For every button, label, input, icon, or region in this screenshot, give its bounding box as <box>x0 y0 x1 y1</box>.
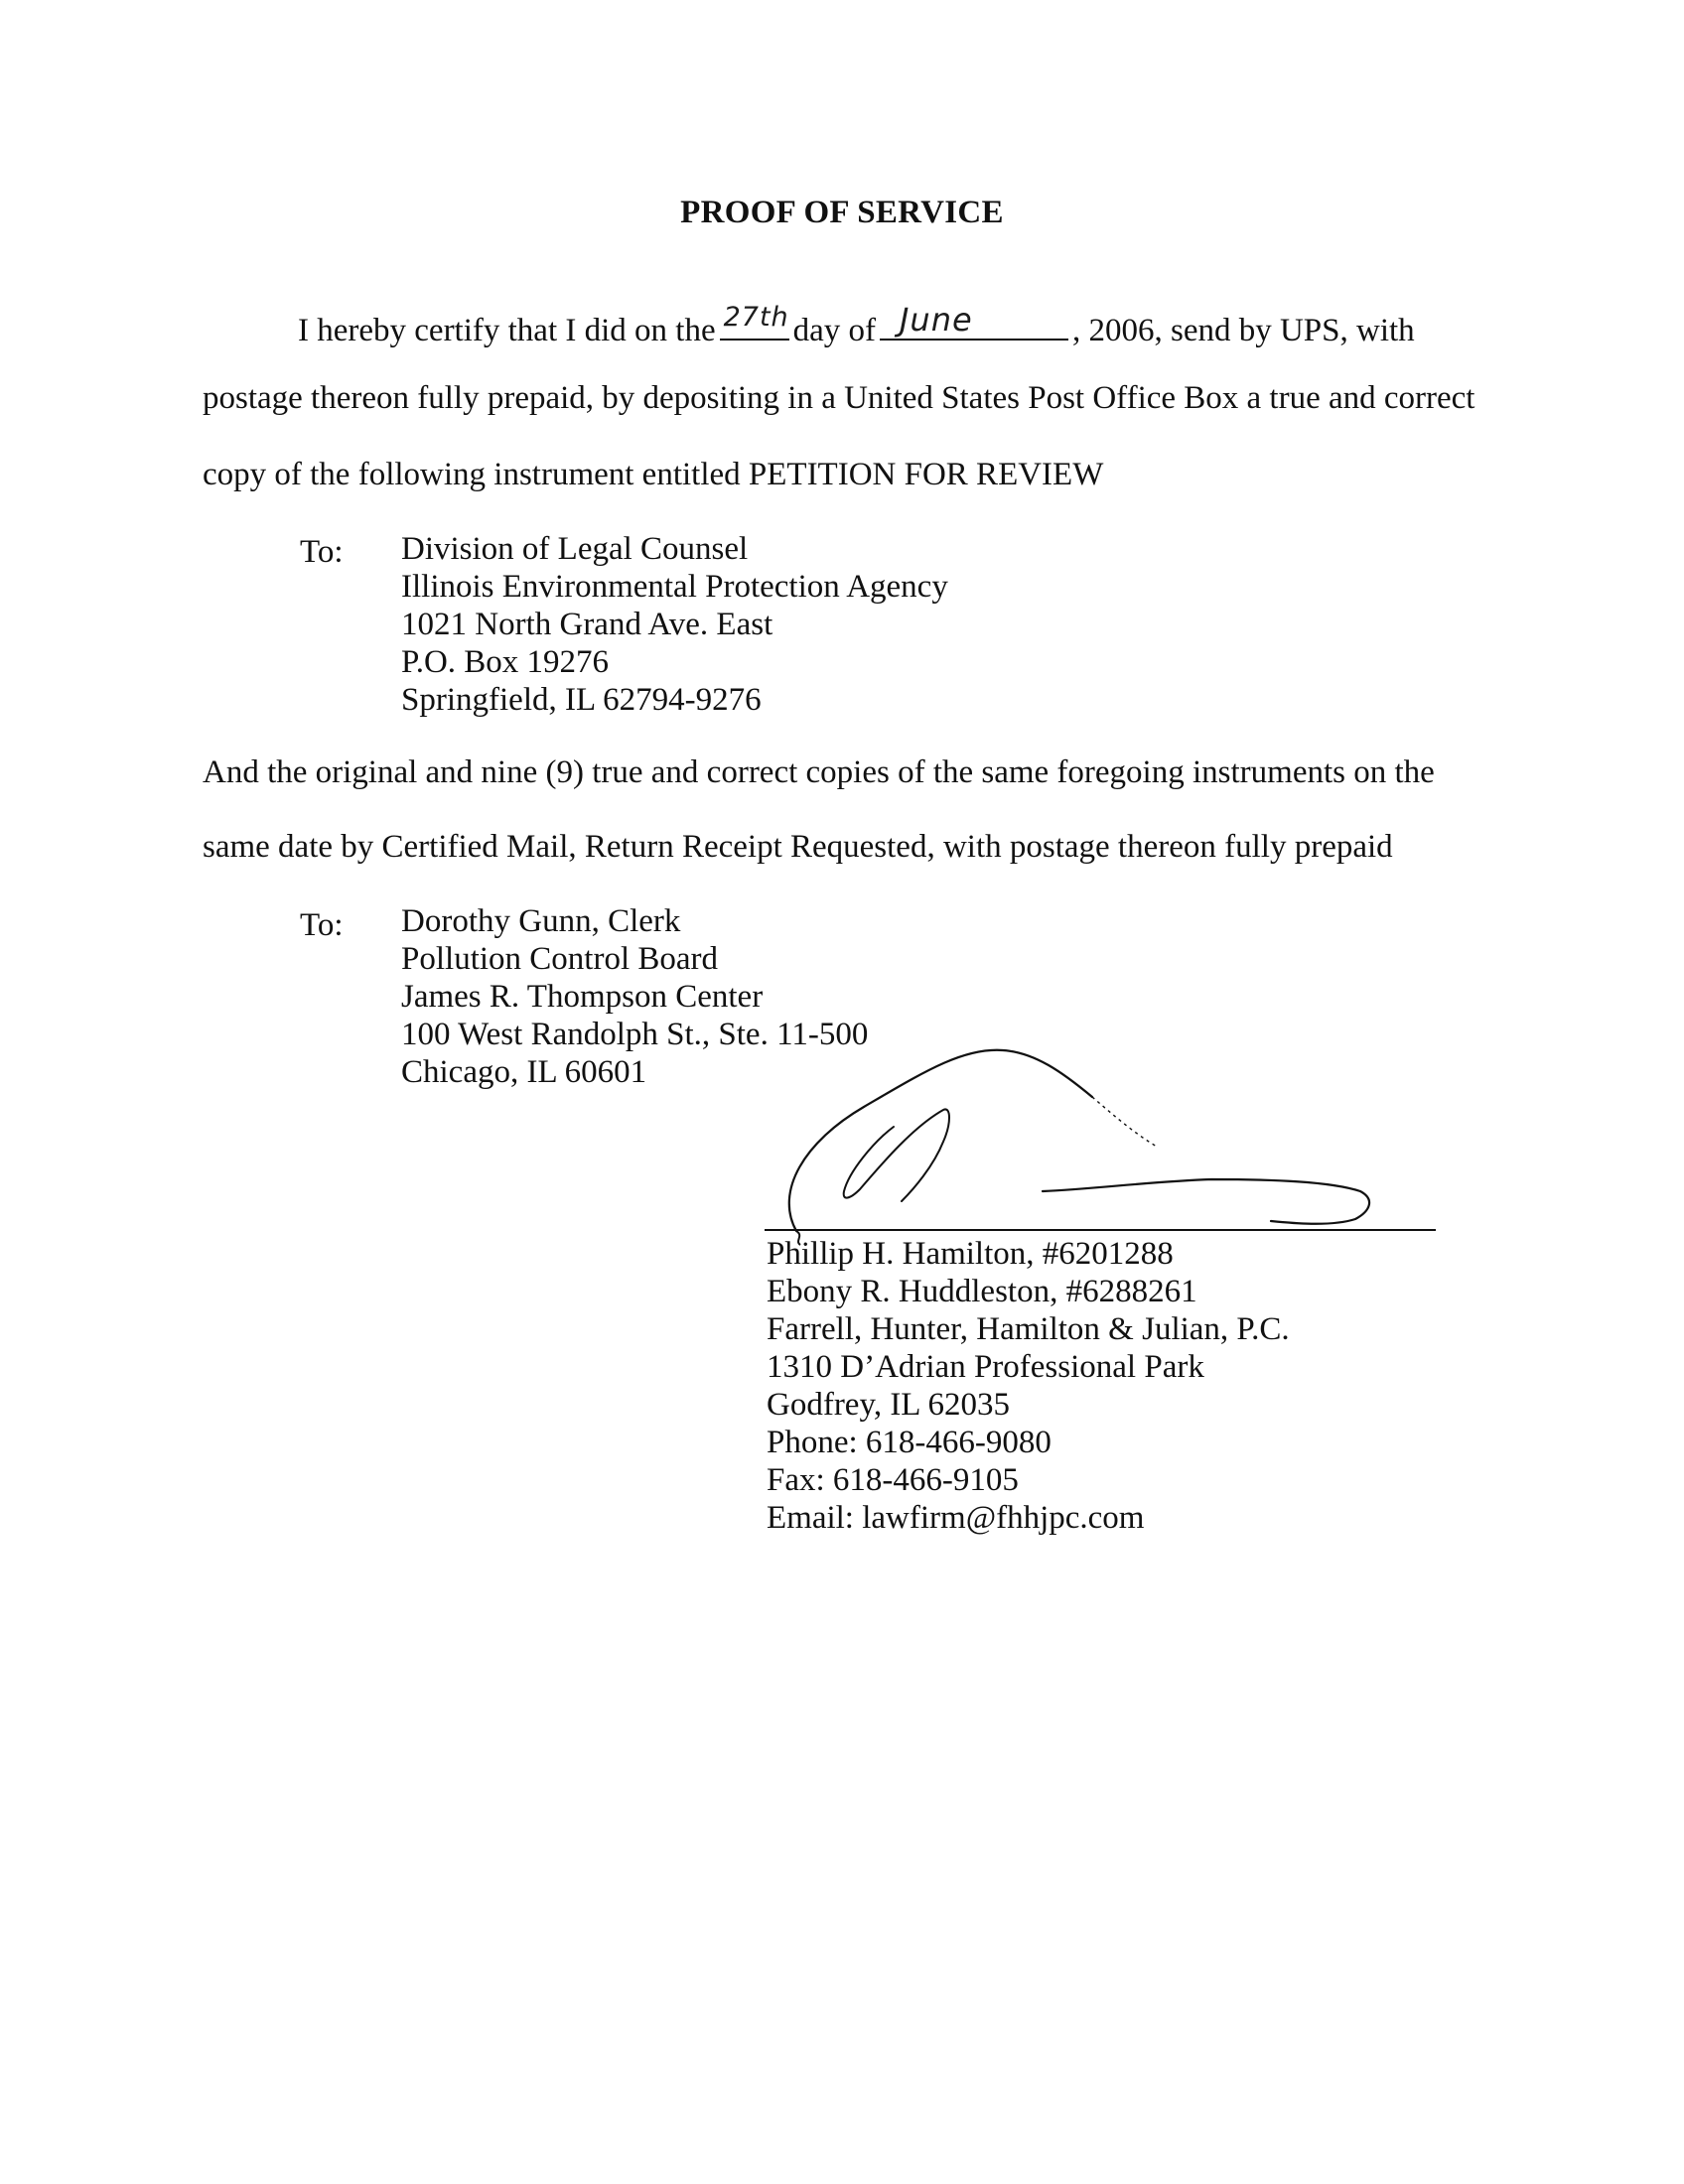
handwritten-signature <box>774 1032 1410 1251</box>
signature-line <box>765 1229 1436 1231</box>
certify-mid: day of <box>792 313 876 348</box>
document-title: PROOF OF SERVICE <box>680 195 1004 230</box>
signature-block <box>767 1235 1290 1537</box>
recipient-1-address <box>401 530 948 719</box>
address-line: Dorothy Gunn, Clerk <box>401 903 681 939</box>
firm-email: Email: lawfirm@fhhjpc.com <box>767 1500 1145 1536</box>
certification-line-3: copy of the following instrument entitled PETITION FOR REVIEW <box>203 457 1104 492</box>
recipient-2-to-label: To: <box>300 907 344 943</box>
certification-line-2: postage thereon fully prepaid, by depositing in a United States Post Office Box a true and correct <box>203 380 1475 416</box>
certification-line-1 <box>298 301 1415 350</box>
recipient-1-to-label: To: <box>300 534 344 570</box>
month-blank <box>880 301 1068 341</box>
firm-address-line: Godfrey, IL 62035 <box>767 1387 1010 1423</box>
firm-address-line: 1310 D’Adrian Professional Park <box>767 1349 1204 1385</box>
certify-suffix: , 2006, send by UPS, with <box>1071 313 1415 348</box>
firm-phone: Phone: 618-466-9080 <box>767 1425 1052 1460</box>
firm-name: Farrell, Hunter, Hamilton & Julian, P.C. <box>767 1311 1290 1347</box>
day-blank <box>720 301 789 341</box>
address-line: James R. Thompson Center <box>401 979 764 1015</box>
certify-prefix: I hereby certify that I did on the <box>298 313 716 348</box>
handwritten-month: June <box>899 301 973 340</box>
address-line: 100 West Randolph St., Ste. 11-500 <box>401 1017 869 1052</box>
handwritten-day: 27th <box>723 301 789 333</box>
address-line: P.O. Box 19276 <box>401 644 610 680</box>
address-line: Illinois Environmental Protection Agency <box>401 569 948 605</box>
address-line: Pollution Control Board <box>401 941 719 977</box>
address-line: Chicago, IL 60601 <box>401 1054 647 1090</box>
signer-line: Ebony R. Huddleston, #6288261 <box>767 1274 1197 1309</box>
signer-line: Phillip H. Hamilton, #6201288 <box>767 1236 1174 1272</box>
original-copies-line-1: And the original and nine (9) true and correct copies of the same foregoing instruments on the <box>203 754 1435 790</box>
address-line: 1021 North Grand Ave. East <box>401 607 773 642</box>
original-copies-line-2: same date by Certified Mail, Return Receipt Requested, with postage thereon fully prepaid <box>203 829 1393 865</box>
firm-fax: Fax: 618-466-9105 <box>767 1462 1019 1498</box>
address-line: Division of Legal Counsel <box>401 531 749 567</box>
address-line: Springfield, IL 62794-9276 <box>401 682 762 718</box>
